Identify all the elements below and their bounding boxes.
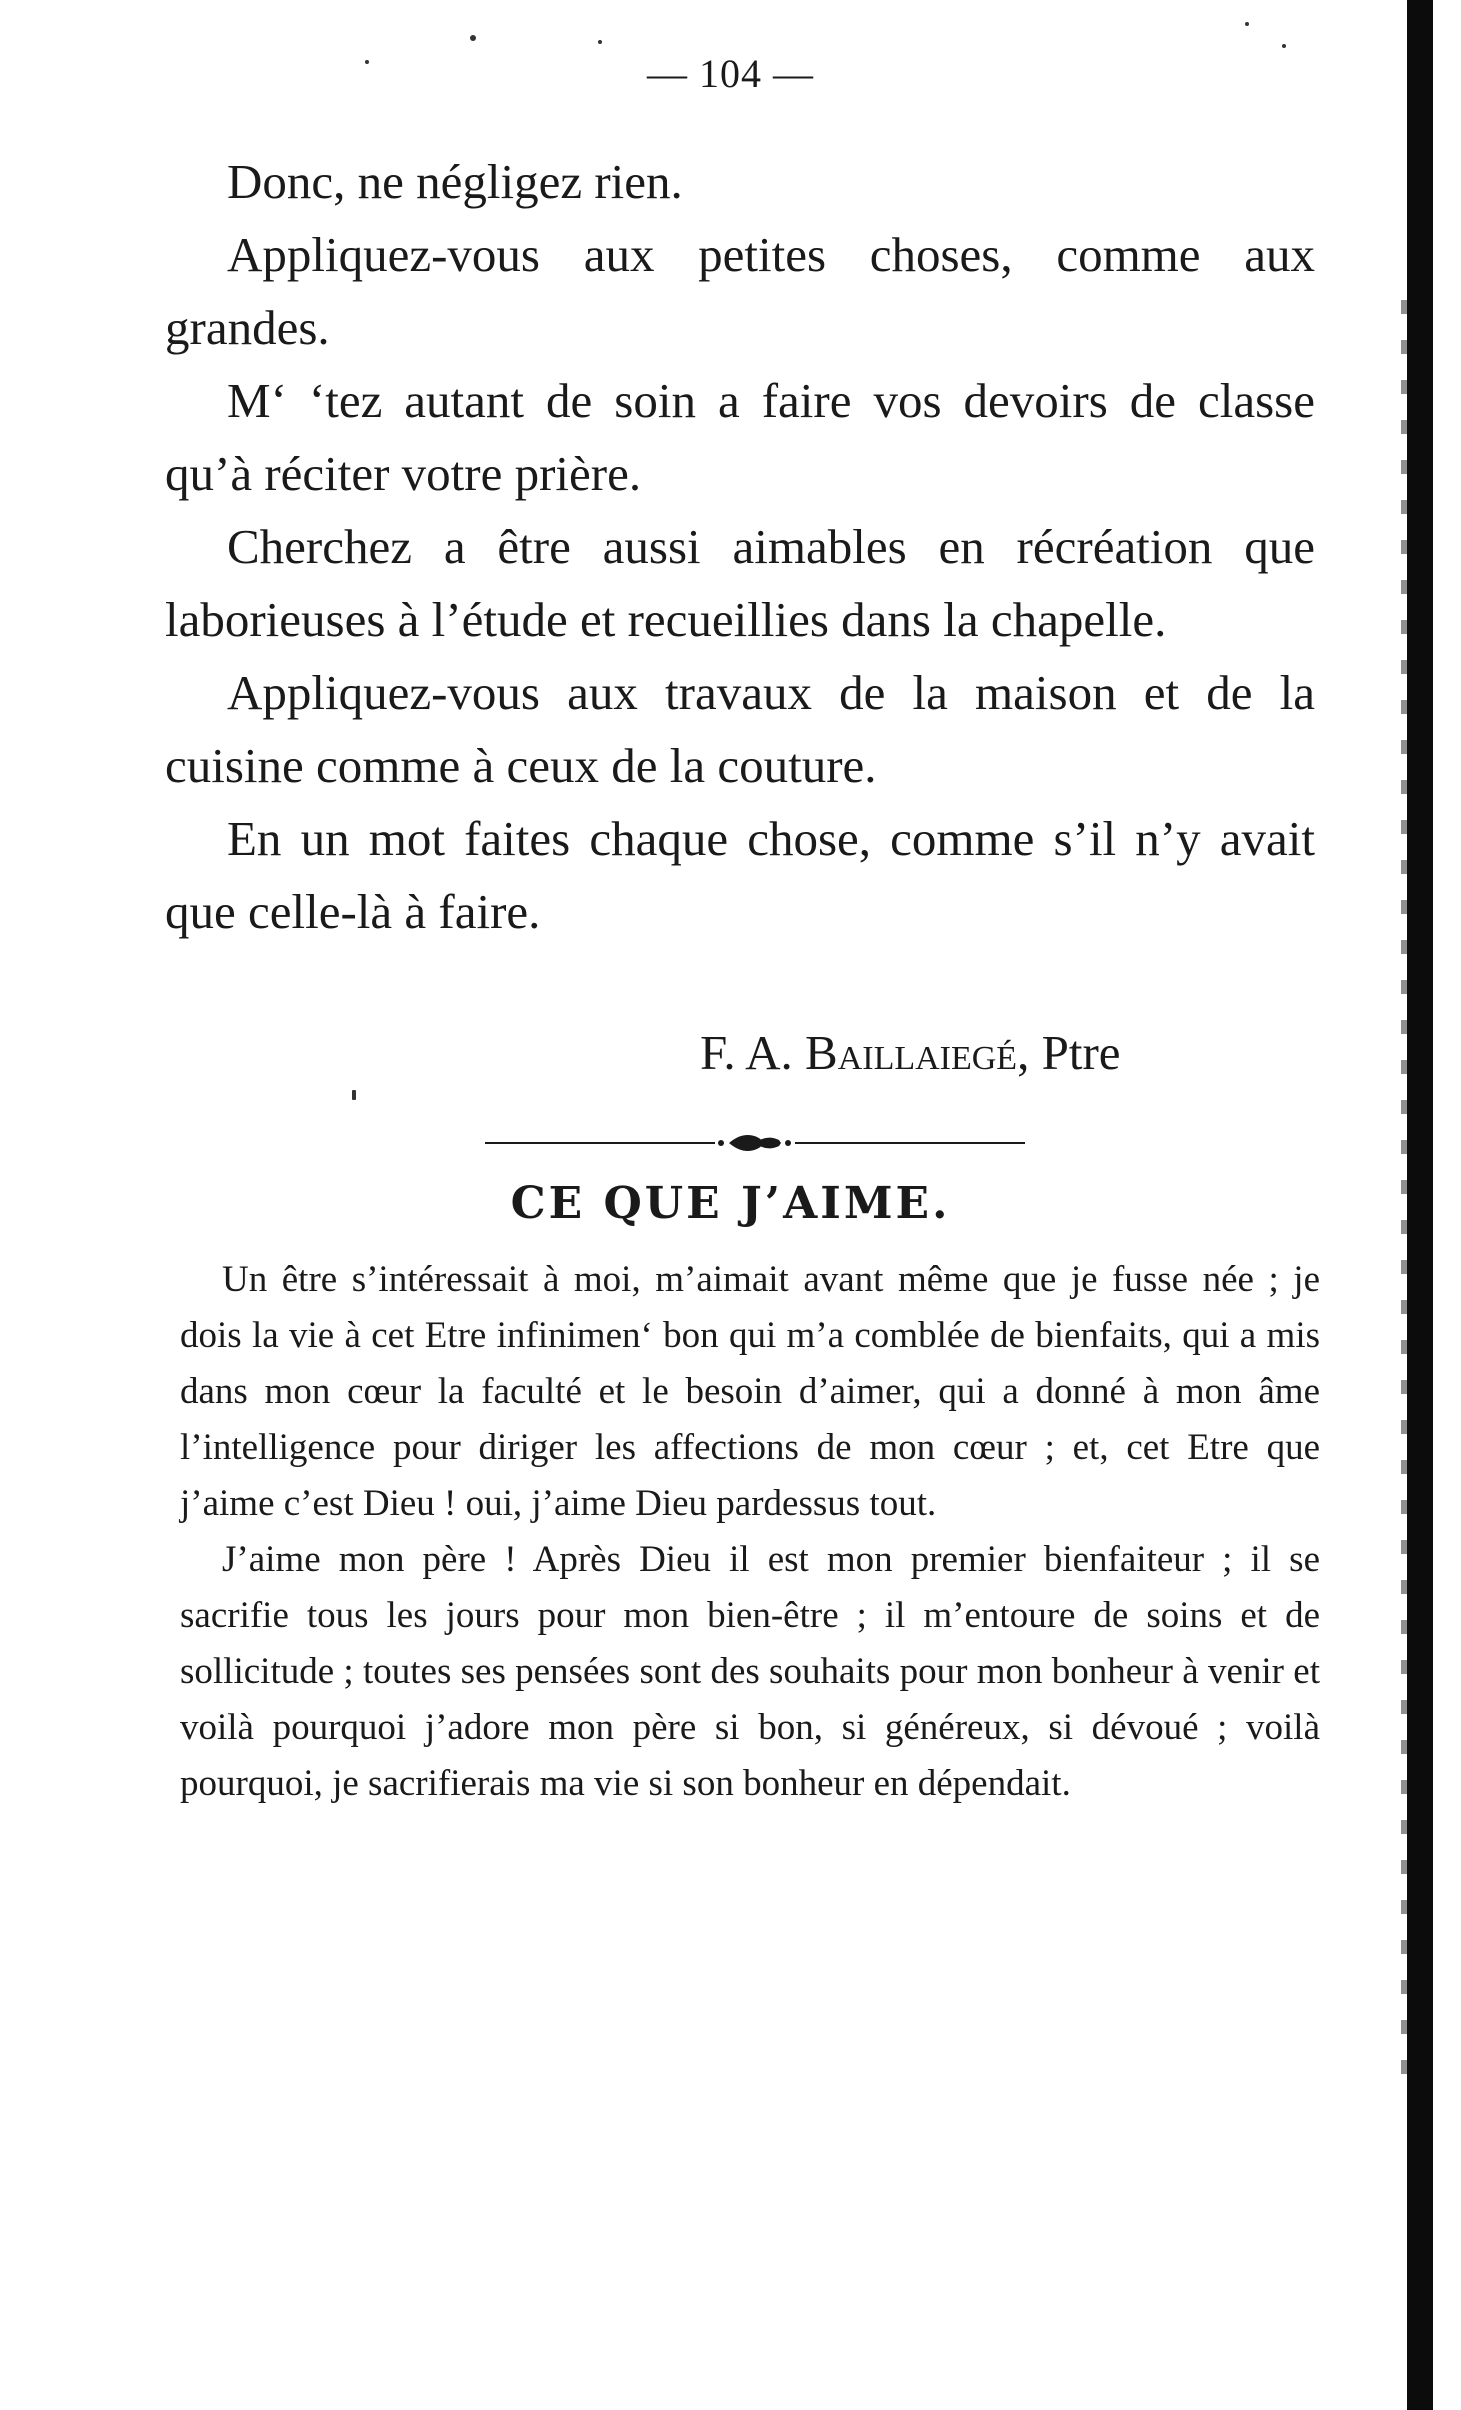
paragraph: Appliquez-vous aux petites choses, comme aux grandes. [165, 227, 1315, 355]
author-title: , Ptre [1017, 1025, 1121, 1080]
section-divider-ornament [485, 1128, 1025, 1158]
author-signature [700, 1016, 1320, 1089]
page-number: — 104 — [647, 51, 814, 96]
paragraph: Donc, ne négligez rien. [227, 154, 683, 209]
paragraph: M‘ ‘tez autant de soin a faire vos devoirs de classe qu’à réciter votre prière. [165, 373, 1315, 501]
author-initials: F. A. [700, 1025, 793, 1080]
paragraph: En un mot faites chaque chose, comme s’il n’y avait que celle-là à faire. [165, 811, 1315, 939]
author-name: Baillaiegé [805, 1025, 1018, 1080]
paragraph: Cherchez a être aussi aimables en récréation que laborieuses à l’étude et recueillies dans la chapelle. [165, 519, 1315, 647]
essay-text [180, 1252, 1320, 1812]
paragraph: Un être s’intéressait à moi, m’aimait avant même que je fusse née ; je dois la vie à cet Etre infinimen‘ bon qui m’a comblée de bienfaits, qui a mis dans mon cœur la faculté et le besoin d’aimer, qui a donné à mon âme l’intelligence pour diriger les affections de mon cœur ; et, cet Etre que j’aime c’est Dieu ! oui, j’aime Dieu pardessus tout. [180, 1259, 1320, 1524]
paragraph: J’aime mon père ! Après Dieu il est mon premier bienfaiteur ; il se sacrifie tous les jours pour mon bien-être ; il m’entoure de soins et de sollicitude ; toutes ses pensées sont des souhaits pour mon bonheur à venir et voilà pourquoi j’adore mon père si bon, si généreux, si dévoué ; voilà pourquoi, je sacrifierais ma vie si son bonheur en dépendait. [180, 1539, 1320, 1804]
section-title: CE QUE J’AIME. [510, 1178, 951, 1229]
paragraph: Appliquez-vous aux travaux de la maison et de la cuisine comme à ceux de la couture. [165, 665, 1315, 793]
advice-text [165, 145, 1315, 948]
